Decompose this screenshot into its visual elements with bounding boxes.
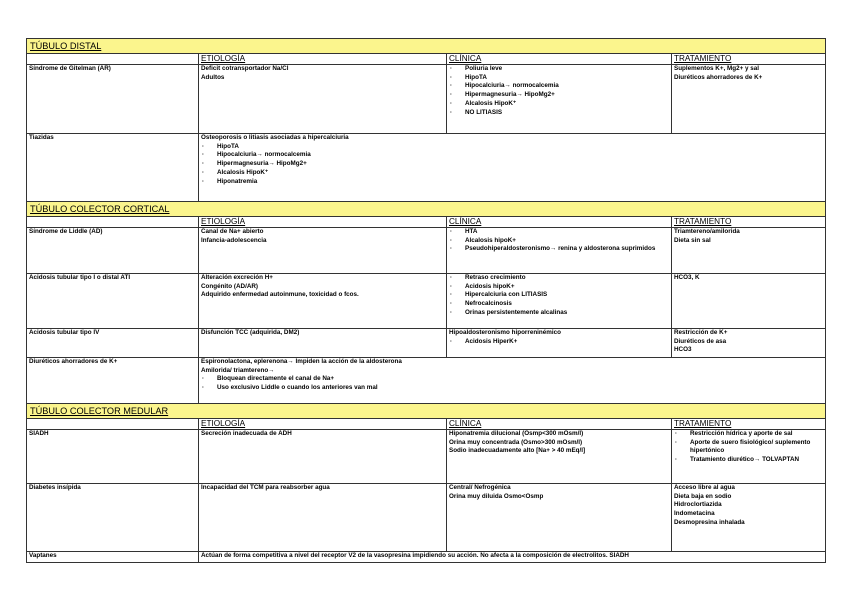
row-siadh xyxy=(27,430,826,484)
etiologia-line: Adquirido enfermedad autoinmune, toxicidad o fcos. xyxy=(201,291,359,299)
etiologia-line: Adultos xyxy=(201,73,225,81)
row-label: Diabetes insípida xyxy=(27,484,199,552)
clinica-item: · Alcalosis hipoK+ xyxy=(449,237,669,246)
vaptanes-text: Actúan de forma competitiva a nivel del receptor V2 de la vasopresina impidiendo su acción. No afecta a la composición de electrolitos. SIADH xyxy=(199,552,826,563)
etiologia-line: Deficit cotransportador Na/Cl xyxy=(201,65,289,72)
etiologia-line: Secreción inadecuada de ADH xyxy=(201,430,292,437)
ahorradores-item: · Bloquean directamente el canal de Na+ xyxy=(201,375,823,384)
tiazidas-item: · Alcalosis HipoK⁺ xyxy=(201,169,823,178)
clinica-line: Orina muy diluida Osmo<Osmp xyxy=(449,492,544,500)
tratamiento-line: Dieta baja en sodio xyxy=(674,492,732,500)
tratamiento-line: Triamtereno/amilorida xyxy=(674,228,740,235)
section-title: TÚBULO COLECTOR MEDULAR xyxy=(30,406,169,416)
row-ati xyxy=(27,274,826,329)
tratamiento-line: Restricción de K+ xyxy=(674,329,728,336)
column-headers xyxy=(27,419,826,430)
tiazidas-item: · Hipocalciuria→ normocalcemia xyxy=(201,151,823,160)
tratamiento-line: Diuréticos de asa xyxy=(674,337,727,345)
tratamiento-line: HCO3, K xyxy=(674,274,700,281)
header-etiologia: ETIOLOGÍA xyxy=(201,217,246,226)
row-ahorradores xyxy=(27,358,826,404)
etiologia-line: Congénito (AD/AR) xyxy=(201,282,259,290)
clinica-item: · Pseudohiperaldosteronismo→ renina y aldosterona suprimidos xyxy=(449,245,669,254)
tratamiento-line: Desmopresina inhalada xyxy=(674,518,745,526)
clinica-item: · Retraso crecimiento xyxy=(449,274,669,283)
section-header-tubulo-colector-cortical xyxy=(27,202,826,217)
tratamiento-item: · Tratamiento diurético→ TOLVAPTAN xyxy=(674,456,823,465)
tratamiento-item: · Aporte de suero fisiológico/ suplemento hipertónico xyxy=(674,439,823,456)
tiazidas-item: · HipoTA xyxy=(201,143,823,152)
etiologia-line: Incapacidad del TCM para reabsorber agua xyxy=(201,484,330,491)
row-liddle xyxy=(27,228,826,274)
nephrology-summary-table xyxy=(26,38,826,563)
clinica-item: · Acidosis HiperK+ xyxy=(449,338,669,347)
etiologia-line: Infancia-adolescencia xyxy=(201,236,267,244)
clinica-line: Central/ Nefrogénica xyxy=(449,484,511,491)
clinica-item: · Orinas persistentemente alcalinas xyxy=(449,309,669,318)
row-label: Acidosis tubular tipo IV xyxy=(27,329,199,358)
header-etiologia: ETIOLOGÍA xyxy=(201,419,246,428)
header-tratamiento: TRATAMIENTO xyxy=(674,419,732,428)
column-headers xyxy=(27,217,826,228)
section-header-tubulo-colector-medular xyxy=(27,404,826,419)
header-clinica: CLÍNICA xyxy=(449,419,482,428)
clinica-line: Hiponatremia dilucional (Osmp<300 mOsm/l) xyxy=(449,430,584,437)
clinica-item: · HipoTA xyxy=(449,74,669,83)
clinica-line: Orina muy concentrada (Osmo>300 mOsm/l) xyxy=(449,438,583,446)
row-vaptanes xyxy=(27,552,826,563)
section-title: TÚBULO DISTAL xyxy=(30,41,102,51)
row-label: Tiazidas xyxy=(27,134,199,202)
etiologia-line: Disfunción TCC (adquirida, DM2) xyxy=(201,329,300,336)
row-tiazidas xyxy=(27,134,826,202)
header-clinica: CLÍNICA xyxy=(449,54,482,63)
header-clinica: CLÍNICA xyxy=(449,217,482,226)
tratamiento-line: Acceso libre al agua xyxy=(674,484,735,491)
tiazidas-item: · Hiponatremia xyxy=(201,178,823,187)
clinica-intro: Hipoaldosteronismo hiporreninémico xyxy=(449,329,561,336)
tratamiento-line: Diuréticos ahorradores de K+ xyxy=(674,73,763,81)
clinica-item: · Alcalosis HipoK⁺ xyxy=(449,100,669,109)
header-etiologia: ETIOLOGÍA xyxy=(201,54,246,63)
row-ativ xyxy=(27,329,826,358)
tratamiento-line: HCO3 xyxy=(674,346,692,354)
header-tratamiento: TRATAMIENTO xyxy=(674,54,732,63)
clinica-item: · Poliuria leve xyxy=(449,65,669,74)
clinica-line: Sodio inadecuadamente alto [Na+ > 40 mEq/l] xyxy=(449,447,586,455)
row-diabetes-insipida xyxy=(27,484,826,552)
row-label: Diuréticos ahorradores de K+ xyxy=(27,358,199,404)
tratamiento-line: Indometacina xyxy=(674,510,715,518)
etiologia-line: Alteración excreción H+ xyxy=(201,274,273,281)
row-label: Síndrome de Gitelman (AR) xyxy=(27,65,199,134)
ahorradores-line: Espironolactona, eplerenona→ Impiden la acción de la aldosterona xyxy=(201,358,402,365)
clinica-item: · Hipocalciuria→ normocalcemia xyxy=(449,82,669,91)
clinica-item: · HTA xyxy=(449,228,669,237)
tiazidas-intro: Osteoporosis o litiasis asociadas a hipercalciuria xyxy=(201,134,349,141)
tratamiento-item: · Restricción hídrica y aporte de sal xyxy=(674,430,823,439)
row-label: SIADH xyxy=(27,430,199,484)
row-label: Síndrome de Liddle (AD) xyxy=(27,228,199,274)
row-label: Acidosis tubular tipo I o distal ATI xyxy=(27,274,199,329)
ahorradores-line: Amilorida/ triamtereno→ xyxy=(201,366,275,374)
clinica-item: · Nefrocalcinosis xyxy=(449,300,669,309)
tratamiento-line: Hidroclortiazida xyxy=(674,501,722,509)
row-gitelman xyxy=(27,65,826,134)
tratamiento-line: Dieta sin sal xyxy=(674,236,711,244)
row-label: Vaptanes xyxy=(27,552,199,563)
header-tratamiento: TRATAMIENTO xyxy=(674,217,732,226)
tiazidas-item: · Hipermagnesuria→ HipoMg2+ xyxy=(201,160,823,169)
section-header-tubulo-distal xyxy=(27,39,826,54)
column-headers xyxy=(27,54,826,65)
section-title: TÚBULO COLECTOR CORTICAL xyxy=(30,204,170,214)
ahorradores-item: · Uso exclusivo Liddle o cuando los anteriores van mal xyxy=(201,384,823,393)
etiologia-line: Canal de Na+ abierto xyxy=(201,228,264,235)
clinica-item: · NO LITIASIS xyxy=(449,109,669,118)
clinica-item: · Acidosis hipoK+ xyxy=(449,283,669,292)
tratamiento-line: Suplementos K+, Mg2+ y sal xyxy=(674,65,760,72)
clinica-item: · Hipercalciuria con LITIASIS xyxy=(449,291,669,300)
clinica-item: · Hipermagnesuria→ HipoMg2+ xyxy=(449,91,669,100)
